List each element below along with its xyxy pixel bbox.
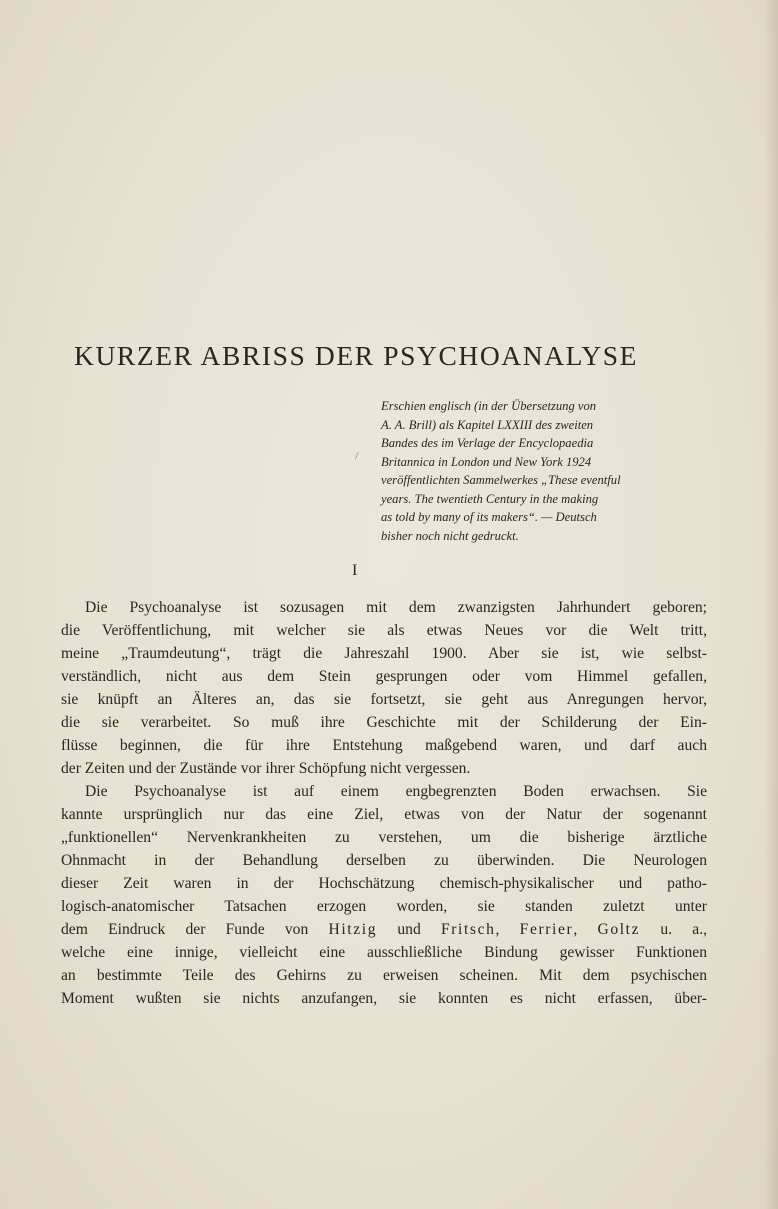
note-line: Bandes des im Verlage der Encyclopaedia [381,436,594,450]
text-fragment: dem Eindruck der Funde von [61,921,309,938]
paragraph-2-line: an bestimmte Teile des Gehirns zu erweisen scheinen. Mit dem psychischen [61,967,707,984]
publication-note [381,397,687,545]
section-number: I [352,562,358,579]
paragraph-2-line: kannte ursprünglich nur das eine Ziel, etwas von der Natur der sogenannt [61,806,707,823]
pencil-mark: \ [351,450,362,462]
page-edge-shadow [764,0,778,1209]
author-name: Ferrier [519,921,574,938]
paragraph-1-line: Die Psychoanalyse ist sozusagen mit dem zwanzigsten Jahrhundert geboren; [85,599,707,616]
paragraph-1-line: meine „Traumdeutung“, trägt die Jahreszahl 1900. Aber sie ist, wie selbst- [61,645,707,662]
author-name: Fritsch [440,921,496,938]
paragraph-2-line: Die Psychoanalyse ist auf einem engbegrenzten Boden erwachsen. Sie [85,783,707,800]
paragraph-1-line: sie knüpft an Älteres an, das sie fortsetzt, sie geht aus Anregungen hervor, [61,691,707,708]
note-line: Erschien englisch (in der Übersetzung von [381,399,597,413]
text-fragment: , [573,921,578,938]
note-line: as told by many of its makers“. — Deutsch [381,510,597,524]
paragraph-1-line: der Zeiten und der Zustände vor ihrer Schöpfung nicht vergessen. [61,760,471,777]
paragraph-2-line: welche eine innige, vielleicht eine ausschließliche Bindung gewisser Funktionen [61,944,707,961]
note-line: Britannica in London und New York 1924 [381,454,592,469]
paragraph-2-line: „funktionellen“ Nervenkrankheiten zu verstehen, um die bisherige ärztliche [61,829,707,846]
paragraph-1-line: flüsse beginnen, die für ihre Entstehung maßgebend waren, und darf auch [61,737,707,754]
note-line: years. The twentieth Century in the making [381,491,599,506]
body-text [61,596,707,1010]
text-fragment: u. a., [660,921,708,938]
paragraph-2-line: Ohnmacht in der Behandlung derselben zu überwinden. Die Neurologen [61,852,707,869]
text-fragment: und [397,921,421,938]
paragraph-2-line: dieser Zeit waren in der Hochschätzung chemisch-physikalischer und patho- [61,875,707,892]
note-line: A. A. Brill) als Kapitel LXXIII des zweiten [381,417,594,432]
author-name: Hitzig [328,921,378,938]
text-fragment: , [495,921,500,938]
paragraph-1-line: die sie verarbeitet. So muß ihre Geschichte mit der Schilderung der Ein- [61,714,707,731]
author-name: Goltz [597,921,641,938]
paragraph-1-line: die Veröffentlichung, mit welcher sie als etwas Neues vor die Welt tritt, [61,622,707,639]
note-line: bisher noch nicht gedruckt. [381,528,519,543]
chapter-title: KURZER ABRISS DER PSYCHOANALYSE [74,340,639,371]
note-line: veröffentlichten Sammelwerkes „These eventful [381,473,621,487]
paragraph-2-line-names [61,918,707,941]
paragraph-2-line: Moment wußten sie nichts anzufangen, sie konnten es nicht erfassen, über- [61,990,707,1007]
paragraph-2-line: logisch-anatomischer Tatsachen erzogen worden, sie standen zuletzt unter [61,898,707,915]
paragraph-1-line: verständlich, nicht aus dem Stein gesprungen oder vom Himmel gefallen, [61,668,707,685]
